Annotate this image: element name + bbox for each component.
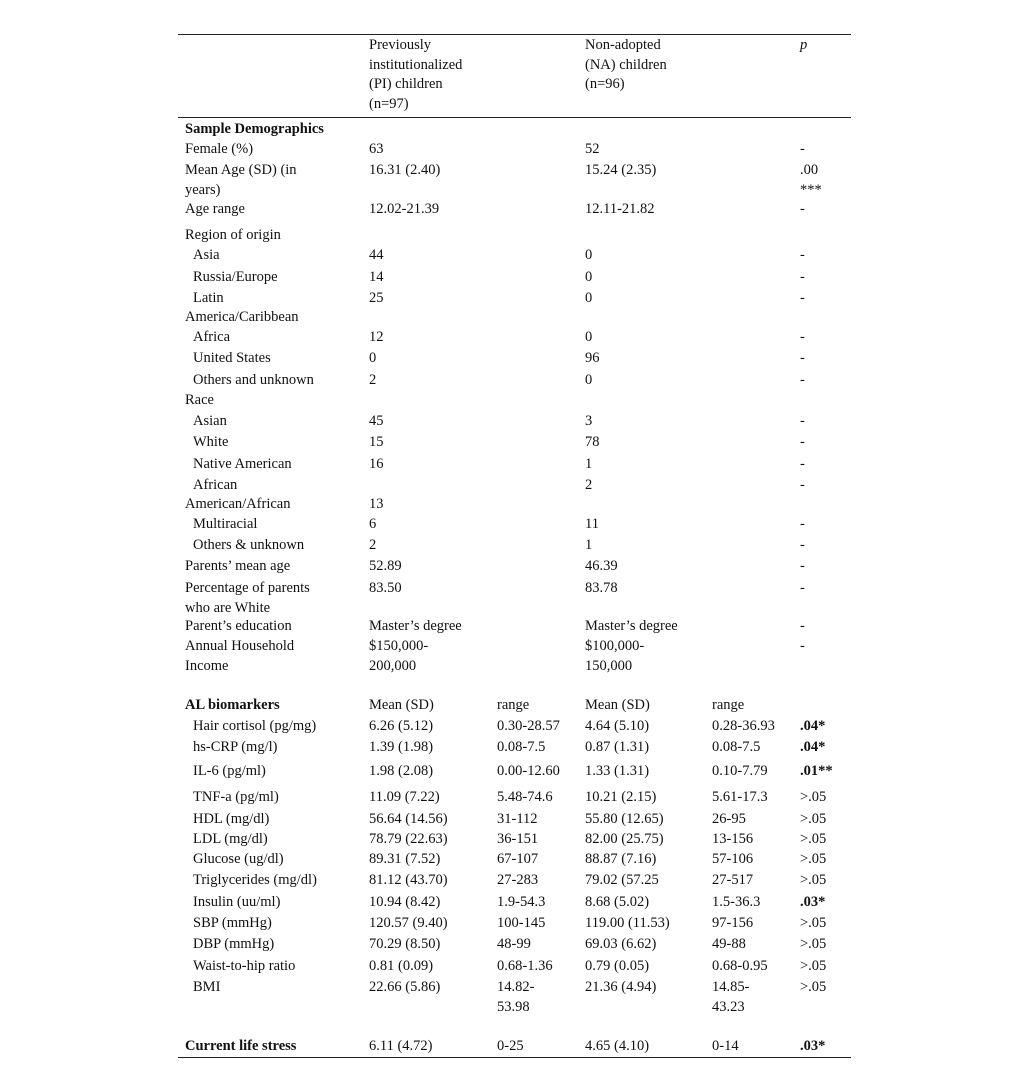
- p-value-cell: -: [800, 618, 805, 634]
- p-value-cell: >.05: [800, 831, 827, 847]
- p-value-cell: .04*: [800, 718, 826, 734]
- na-value-cell: 0: [585, 247, 593, 263]
- p-value-cell: -: [800, 537, 805, 553]
- na-range-cell: 26-95: [712, 811, 746, 827]
- row-label: Percentage of parents who are White: [185, 580, 310, 616]
- na-mean-cell: 4.64 (5.10): [585, 718, 650, 734]
- pi-mean-cell: 78.79 (22.63): [369, 831, 448, 847]
- row-label: DBP (mmHg): [193, 936, 275, 952]
- row-label: SBP (mmHg): [193, 915, 272, 931]
- p-value-cell: >.05: [800, 936, 827, 952]
- na-value-cell: 0: [585, 372, 593, 388]
- pi-mean-cell: 22.66 (5.86): [369, 979, 441, 995]
- row-label: Current life stress: [185, 1038, 297, 1054]
- p-value-cell: -: [800, 638, 805, 654]
- row-label: Mean Age (SD) (in years): [185, 162, 297, 198]
- pi-value-cell: 44: [369, 247, 384, 263]
- pi-value-cell: 2: [369, 372, 377, 388]
- column-header-mean: Mean (SD): [585, 697, 650, 713]
- p-value-cell: .04*: [800, 739, 826, 755]
- na-value-cell: 1: [585, 456, 593, 472]
- pi-value-cell: 2: [369, 537, 377, 553]
- pi-value-cell: 25: [369, 290, 384, 306]
- na-mean-cell: 69.03 (6.62): [585, 936, 657, 952]
- na-mean-cell: 4.65 (4.10): [585, 1038, 650, 1054]
- column-header-mean: Mean (SD): [369, 697, 434, 713]
- na-range-cell: 13-156: [712, 831, 754, 847]
- p-value-cell: -: [800, 413, 805, 429]
- pi-range-cell: 100-145: [497, 915, 546, 931]
- row-label: Age range: [185, 201, 245, 217]
- pi-value-cell: 63: [369, 141, 384, 157]
- row-label: Waist-to-hip ratio: [193, 958, 296, 974]
- pi-value-cell: 12: [369, 329, 384, 345]
- row-label: Russia/Europe: [193, 269, 278, 285]
- pi-range-cell: 48-99: [497, 936, 531, 952]
- p-value-cell: -: [800, 269, 805, 285]
- pi-mean-cell: 120.57 (9.40): [369, 915, 448, 931]
- p-value-cell: -: [800, 477, 805, 493]
- p-value-cell: >.05: [800, 811, 827, 827]
- table-top-rule: [178, 34, 851, 35]
- p-value-cell: -: [800, 350, 805, 366]
- row-label: Insulin (uu/ml): [193, 894, 281, 910]
- pi-value-cell: $150,000- 200,000: [369, 638, 429, 674]
- row-label: BMI: [193, 979, 221, 995]
- na-value-cell: 1: [585, 537, 593, 553]
- table-bottom-rule: [178, 1057, 851, 1058]
- na-range-cell: 57-106: [712, 851, 754, 867]
- section-title: AL biomarkers: [185, 697, 280, 713]
- pi-range-cell: 31-112: [497, 811, 538, 827]
- pi-mean-cell: 6.26 (5.12): [369, 718, 434, 734]
- na-range-cell: 5.61-17.3: [712, 789, 768, 805]
- na-value-cell: 83.78: [585, 580, 618, 596]
- na-mean-cell: 21.36 (4.94): [585, 979, 657, 995]
- pi-range-cell: 36-151: [497, 831, 539, 847]
- na-value-cell: 52: [585, 141, 600, 157]
- p-value-cell: >.05: [800, 915, 827, 931]
- pi-value-cell: 16.31 (2.40): [369, 162, 441, 178]
- pi-value-cell: 15: [369, 434, 384, 450]
- header-bottom-rule: [178, 117, 851, 118]
- pi-range-cell: 67-107: [497, 851, 539, 867]
- column-header-range: range: [497, 697, 530, 713]
- column-header-range: range: [712, 697, 745, 713]
- na-value-cell: $100,000- 150,000: [585, 638, 645, 674]
- p-value-cell: .00 ***: [800, 162, 822, 198]
- na-mean-cell: 119.00 (11.53): [585, 915, 670, 931]
- row-label: hs-CRP (mg/l): [193, 739, 278, 755]
- na-range-cell: 0.28-36.93: [712, 718, 775, 734]
- p-value-cell: -: [800, 434, 805, 450]
- na-value-cell: 0: [585, 329, 593, 345]
- section-title: Sample Demographics: [185, 121, 324, 137]
- pi-mean-cell: 89.31 (7.52): [369, 851, 441, 867]
- p-value-cell: -: [800, 456, 805, 472]
- pi-range-cell: 1.9-54.3: [497, 894, 546, 910]
- na-value-cell: 96: [585, 350, 600, 366]
- na-value-cell: 2: [585, 477, 593, 493]
- row-label: Native American: [193, 456, 292, 472]
- na-range-cell: 97-156: [712, 915, 754, 931]
- p-value-cell: -: [800, 516, 805, 532]
- p-value-cell: >.05: [800, 872, 827, 888]
- p-value-cell: -: [800, 247, 805, 263]
- na-range-cell: 0.08-7.5: [712, 739, 761, 755]
- row-label: Latin: [193, 290, 224, 306]
- pi-group-header: Previously institutionalized (PI) children (n=97): [369, 37, 463, 112]
- na-mean-cell: 0.79 (0.05): [585, 958, 650, 974]
- na-mean-cell: 0.87 (1.31): [585, 739, 650, 755]
- pi-value-cell: 45: [369, 413, 384, 429]
- p-value-cell: >.05: [800, 979, 827, 995]
- row-label: Others & unknown: [193, 537, 305, 553]
- pi-value-cell: 6: [369, 516, 377, 532]
- pi-mean-cell: 1.39 (1.98): [369, 739, 434, 755]
- na-mean-cell: 10.21 (2.15): [585, 789, 657, 805]
- row-label: United States: [193, 350, 271, 366]
- p-value-cell: -: [800, 329, 805, 345]
- na-range-cell: 49-88: [712, 936, 746, 952]
- pi-value-cell: 12.02-21.39: [369, 201, 440, 217]
- row-label: Annual Household Income: [185, 638, 295, 674]
- p-value-cell: >.05: [800, 851, 827, 867]
- p-value-cell: -: [800, 580, 805, 596]
- row-label: Parent’s education: [185, 618, 292, 634]
- na-mean-cell: 88.87 (7.16): [585, 851, 657, 867]
- row-label: Glucose (ug/dl): [193, 851, 284, 867]
- pi-value-cell: 16: [369, 456, 384, 472]
- p-value-cell: .03*: [800, 1038, 826, 1054]
- pi-value-cell: 13: [369, 496, 384, 512]
- pi-mean-cell: 0.81 (0.09): [369, 958, 434, 974]
- row-label: LDL (mg/dl): [193, 831, 268, 847]
- na-mean-cell: 8.68 (5.02): [585, 894, 650, 910]
- pi-mean-cell: 11.09 (7.22): [369, 789, 440, 805]
- row-label: African: [193, 477, 238, 493]
- pi-value-cell: 52.89: [369, 558, 402, 574]
- row-label: Asian: [193, 413, 227, 429]
- na-range-cell: 1.5-36.3: [712, 894, 761, 910]
- pi-value-cell: 83.50: [369, 580, 402, 596]
- na-mean-cell: 55.80 (12.65): [585, 811, 664, 827]
- pi-range-cell: 0-25: [497, 1038, 524, 1054]
- pi-value-cell: 14: [369, 269, 384, 285]
- p-value-cell: -: [800, 290, 805, 306]
- pi-range-cell: 0.08-7.5: [497, 739, 546, 755]
- p-value-cell: >.05: [800, 789, 827, 805]
- pi-range-cell: 27-283: [497, 872, 539, 888]
- na-value-cell: 12.11-21.82: [585, 201, 655, 217]
- pi-mean-cell: 70.29 (8.50): [369, 936, 441, 952]
- pi-range-cell: 0.30-28.57: [497, 718, 560, 734]
- row-label: HDL (mg/dl): [193, 811, 270, 827]
- na-value-cell: 11: [585, 516, 599, 532]
- na-value-cell: 3: [585, 413, 593, 429]
- row-label: White: [193, 434, 229, 450]
- row-label: Africa: [193, 329, 231, 345]
- row-label: Parents’ mean age: [185, 558, 291, 574]
- row-label: TNF-a (pg/ml): [193, 789, 279, 805]
- pi-range-cell: 0.00-12.60: [497, 763, 560, 779]
- na-value-cell: Master’s degree: [585, 618, 678, 634]
- na-mean-cell: 82.00 (25.75): [585, 831, 664, 847]
- p-value-cell: -: [800, 372, 805, 388]
- p-value-cell: .01**: [800, 763, 833, 779]
- row-label: Others and unknown: [193, 372, 314, 388]
- na-mean-cell: 1.33 (1.31): [585, 763, 650, 779]
- na-range-cell: 0.68-0.95: [712, 958, 768, 974]
- row-label: IL-6 (pg/ml): [193, 763, 266, 779]
- p-value-cell: -: [800, 201, 805, 217]
- pi-range-cell: 5.48-74.6: [497, 789, 553, 805]
- pi-mean-cell: 6.11 (4.72): [369, 1038, 433, 1054]
- row-label: Multiracial: [193, 516, 258, 532]
- na-range-cell: 14.85- 43.23: [712, 979, 750, 1015]
- na-range-cell: 0-14: [712, 1038, 739, 1054]
- na-range-cell: 0.10-7.79: [712, 763, 768, 779]
- row-label: Race: [185, 392, 214, 408]
- na-value-cell: 0: [585, 269, 593, 285]
- na-range-cell: 27-517: [712, 872, 754, 888]
- na-value-cell: 0: [585, 290, 593, 306]
- pi-range-cell: 0.68-1.36: [497, 958, 553, 974]
- p-value-cell: -: [800, 558, 805, 574]
- p-value-cell: >.05: [800, 958, 827, 974]
- pi-mean-cell: 81.12 (43.70): [369, 872, 448, 888]
- pi-value-cell: 0: [369, 350, 377, 366]
- row-label: Female (%): [185, 141, 254, 157]
- na-mean-cell: 79.02 (57.25: [585, 872, 659, 888]
- na-value-cell: 46.39: [585, 558, 618, 574]
- pi-value-cell: Master’s degree: [369, 618, 462, 634]
- row-label: America/Caribbean: [185, 309, 299, 325]
- row-label: Hair cortisol (pg/mg): [193, 718, 317, 734]
- pi-mean-cell: 1.98 (2.08): [369, 763, 434, 779]
- row-label: Triglycerides (mg/dl): [193, 872, 317, 888]
- na-group-header: Non-adopted (NA) children (n=96): [585, 37, 667, 92]
- row-label: Asia: [193, 247, 220, 263]
- row-label: American/African: [185, 496, 291, 512]
- pi-mean-cell: 10.94 (8.42): [369, 894, 441, 910]
- na-value-cell: 78: [585, 434, 600, 450]
- p-value-cell: -: [800, 141, 805, 157]
- pi-range-cell: 14.82- 53.98: [497, 979, 535, 1015]
- pi-mean-cell: 56.64 (14.56): [369, 811, 448, 827]
- row-label: Region of origin: [185, 227, 281, 243]
- p-value-header: p: [800, 37, 808, 53]
- na-value-cell: 15.24 (2.35): [585, 162, 657, 178]
- p-value-cell: .03*: [800, 894, 826, 910]
